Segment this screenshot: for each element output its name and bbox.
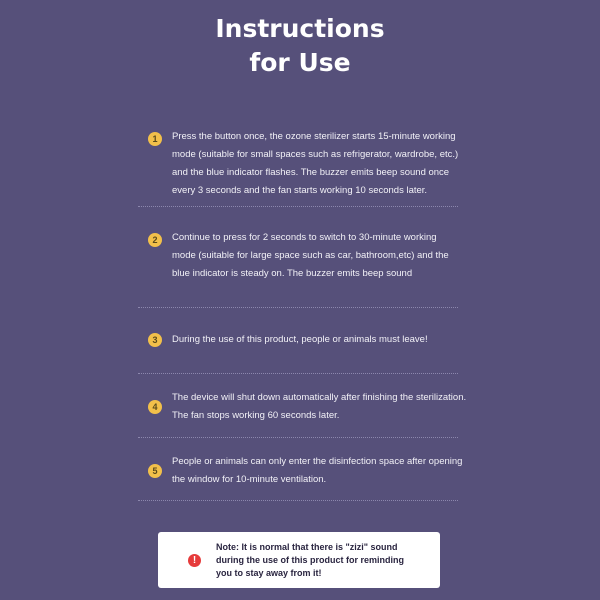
divider — [138, 437, 458, 438]
step-1-number-badge: 1 — [148, 132, 162, 146]
page-title-line-2: for Use — [249, 48, 351, 77]
exclamation-icon: ! — [188, 554, 201, 567]
step-2-line: blue indicator is steady on. The buzzer emits beep sound — [172, 268, 413, 279]
note-box — [158, 532, 440, 588]
step-2-number-badge: 2 — [148, 233, 162, 247]
page-title — [0, 12, 600, 80]
step-3-number-badge: 3 — [148, 333, 162, 347]
step-2-line: mode (suitable for large space such as car, bathroom,etc) and the — [172, 250, 449, 261]
step-1-line: and the blue indicator flashes. The buzzer emits beep sound once — [172, 167, 450, 178]
note-text — [216, 541, 431, 580]
step-3-text — [172, 331, 472, 349]
step-4-number-badge: 4 — [148, 400, 162, 414]
divider — [138, 307, 458, 308]
step-1-text — [172, 128, 472, 200]
step-1-line: every 3 seconds and the fan starts working 10 seconds later. — [172, 185, 428, 196]
step-4-text — [172, 389, 472, 425]
step-4-line: The fan stops working 60 seconds later. — [172, 410, 340, 421]
step-2-text — [172, 229, 472, 283]
step-1-line: Press the button once, the ozone sterilizer starts 15-minute working — [172, 131, 456, 142]
page-title-line-1: Instructions — [215, 14, 385, 43]
step-3-line: During the use of this product, people or animals must leave! — [172, 334, 428, 345]
note-line: you to stay away from it! — [216, 568, 322, 578]
step-2-line: Continue to press for 2 seconds to switch to 30-minute working — [172, 232, 437, 243]
step-1-line: mode (suitable for small spaces such as refrigerator, wardrobe, etc.) — [172, 149, 459, 160]
note-line: during the use of this product for reminding — [216, 555, 404, 565]
step-5-line: the window for 10-minute ventilation. — [172, 474, 327, 485]
step-4-line: The device will shut down automatically after finishing the sterilization. — [172, 392, 467, 403]
divider — [138, 206, 458, 207]
step-5-text — [172, 453, 472, 489]
divider — [138, 500, 458, 501]
step-5-number-badge: 5 — [148, 464, 162, 478]
step-5-line: People or animals can only enter the disinfection space after opening — [172, 456, 463, 467]
note-line: Note: It is normal that there is "zizi" sound — [216, 542, 398, 552]
divider — [138, 373, 458, 374]
